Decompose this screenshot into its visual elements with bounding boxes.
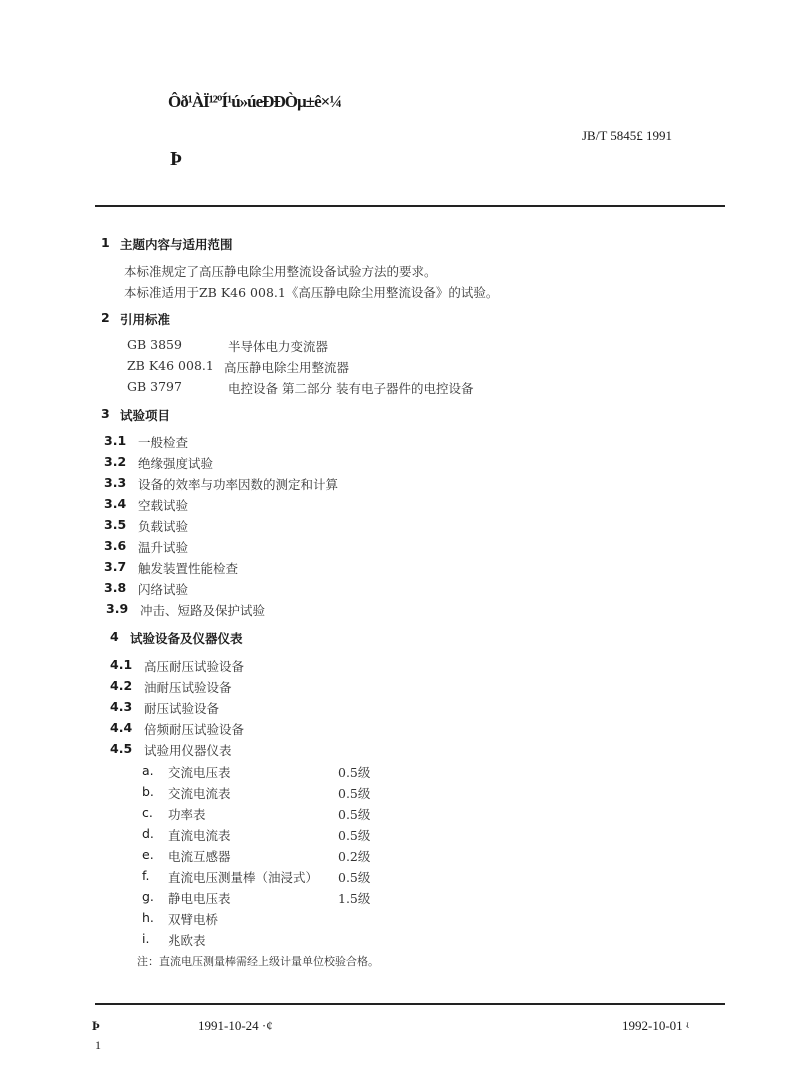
instrument-name: 功率表 — [168, 807, 206, 822]
item-text: 油耐压试验设备 — [144, 680, 232, 695]
item-text: 空载试验 — [138, 498, 189, 513]
instrument-letter: c. — [142, 805, 153, 820]
instrument-name: 交流电流表 — [168, 786, 231, 801]
instrument-name: 交流电压表 — [168, 765, 231, 780]
header-rule — [95, 205, 725, 207]
item-number: 3.1 — [104, 433, 127, 448]
item-text: 冲击、短路及保护试验 — [140, 603, 266, 618]
item-number: 3.2 — [104, 454, 127, 469]
item-text: 设备的效率与功率因数的测定和计算 — [138, 477, 339, 492]
item-number: 4.4 — [110, 720, 133, 735]
header-mark: Þ — [170, 148, 182, 170]
instrument-letter: h. — [142, 910, 154, 925]
item-text: 耐压试验设备 — [144, 701, 220, 716]
item-number: 4.5 — [110, 741, 133, 756]
garbled-title: Ôð¹ÀÏ¹²ºÍ¹ú»úеÐÐÒµ±ê×¼ — [168, 92, 342, 111]
instrument-name: 直流电压测量棒（油浸式） — [168, 870, 319, 885]
issue-date: 1991-10-24 ·¢ — [198, 1018, 273, 1033]
instrument-name: 静电电压表 — [168, 891, 231, 906]
section-3-number: 3 — [101, 406, 110, 421]
instrument-grade: 0.5级 — [338, 807, 371, 822]
instrument-letter: i. — [142, 931, 150, 946]
ref-title: 半导体电力变流器 — [228, 339, 329, 354]
instrument-grade: 0.5级 — [338, 870, 371, 885]
section-2-number: 2 — [101, 310, 110, 325]
item-text: 试验用仪器仪表 — [144, 743, 232, 758]
ref-code: GB 3797 — [127, 379, 182, 394]
ref-code: GB 3859 — [127, 337, 182, 352]
instrument-name: 电流互感器 — [168, 849, 231, 864]
instrument-letter: a. — [142, 763, 154, 778]
instrument-letter: b. — [142, 784, 154, 799]
item-number: 3.6 — [104, 538, 127, 553]
instrument-letter: f. — [142, 868, 150, 883]
standard-code: JB/T 5845£ 1991 — [582, 128, 673, 143]
item-number: 4.1 — [110, 657, 133, 672]
instrument-note: 注：直流电压测量棒需经上级计量单位校验合格。 — [137, 955, 379, 968]
item-text: 闪络试验 — [138, 582, 189, 597]
item-text: 绝缘强度试验 — [138, 456, 214, 471]
item-number: 3.3 — [104, 475, 127, 490]
ref-title: 高压静电除尘用整流器 — [224, 360, 350, 375]
item-text: 倍频耐压试验设备 — [144, 722, 245, 737]
footer-rule — [95, 1003, 725, 1005]
instrument-name: 直流电流表 — [168, 828, 231, 843]
item-text: 触发装置性能检查 — [138, 561, 239, 576]
page-number: 1 — [95, 1038, 101, 1052]
section-1-heading: 主题内容与适用范围 — [120, 237, 233, 252]
instrument-letter: d. — [142, 826, 154, 841]
section-3-heading: 试验项目 — [120, 408, 171, 423]
item-number: 3.5 — [104, 517, 127, 532]
instrument-grade: 0.2级 — [338, 849, 371, 864]
section-1-line-1: 本标准规定了高压静电除尘用整流设备试验方法的要求。 — [124, 264, 437, 279]
item-text: 温升试验 — [138, 540, 189, 555]
section-1-number: 1 — [101, 235, 110, 250]
section-4-heading: 试验设备及仪器仪表 — [130, 631, 243, 646]
item-text: 负载试验 — [138, 519, 189, 534]
item-number: 3.7 — [104, 559, 127, 574]
item-number: 3.9 — [106, 601, 129, 616]
item-number: 4.3 — [110, 699, 133, 714]
section-4-number: 4 — [110, 629, 119, 644]
section-2-heading: 引用标准 — [120, 312, 171, 327]
ref-title: 电控设备 第二部分 装有电子器件的电控设备 — [228, 381, 474, 396]
footer-left-mark: Þ — [92, 1018, 100, 1033]
item-number: 3.4 — [104, 496, 127, 511]
instrument-grade: 0.5级 — [338, 765, 371, 780]
instrument-grade: 0.5级 — [338, 786, 371, 801]
instrument-grade: 1.5级 — [338, 891, 371, 906]
instrument-name: 兆欧表 — [168, 933, 206, 948]
section-1-line-2: 本标准适用于ZB K46 008.1《高压静电除尘用整流设备》的试验。 — [124, 285, 499, 300]
instrument-grade: 0.5级 — [338, 828, 371, 843]
ref-code: ZB K46 008.1 — [127, 358, 214, 373]
instrument-name: 双臂电桥 — [168, 912, 219, 927]
item-text: 高压耐压试验设备 — [144, 659, 245, 674]
instrument-letter: g. — [142, 889, 154, 904]
effective-date: 1992-10-01 ʵ — [622, 1018, 689, 1033]
item-number: 3.8 — [104, 580, 127, 595]
item-text: 一般检查 — [138, 435, 189, 450]
instrument-letter: e. — [142, 847, 154, 862]
item-number: 4.2 — [110, 678, 133, 693]
